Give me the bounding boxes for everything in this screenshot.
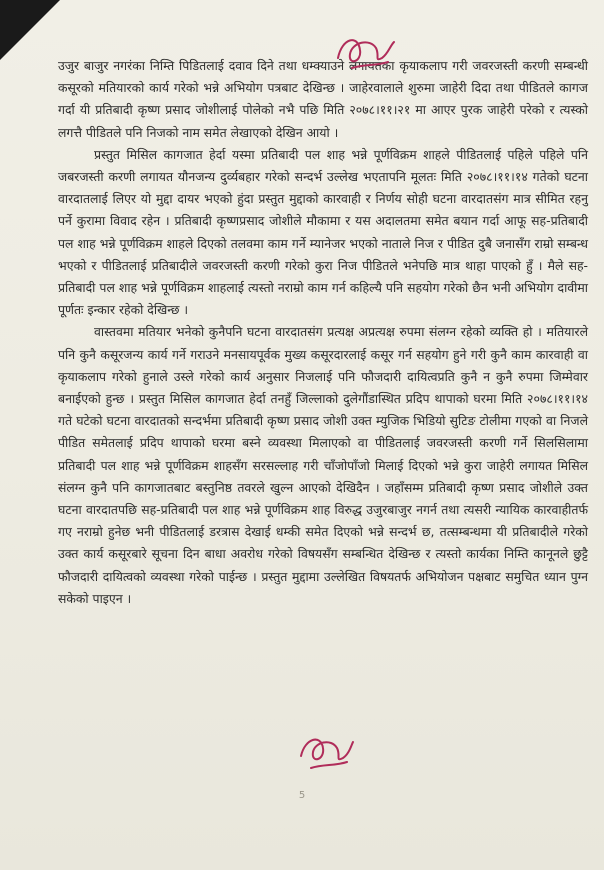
signature-icon bbox=[330, 28, 400, 76]
paragraph-2: प्रस्तुत मिसिल कागजात हेर्दा यस्मा प्रतिबादी पल शाह भन्ने पूर्णविक्रम शाहले पीडितलाई पहिले पहिले पनि जबरजस्ती करणी लगायत यौनजन्य दुर्व्यबहार गरेको सन्दर्भ उल्लेख भएतापनि मूलतः मिति २०७८।११।१४ गतेको घटना वारदातलाई लिएर यो मुद्दा दायर भएको हुंदा प्रस्तुत मुद्दाको कारवाही र निर्णय सोही घटना वारदातसंग मात्र सीमित रहनु पर्ने कुरामा विवाद रहेन । प्रतिबादी कृष्णप्रसाद जोशीले मौकामा र यस अदालतमा समेत बयान गर्दा आफू सह-प्रतिबादी पल शाह भन्ने पूर्णविक्रम शाहले दिएको तलवमा काम गर्ने म्यानेजर भएको नाताले निज र पीडित दुबै जनासँग राम्रो सम्बन्ध भएको र पीडितलाई प्रतिबादीले जवरजस्ती करणी गरेको कुरा निज पीडितले भनेपछि मात्र थाहा पाएको हुँ । मैले सह-प्रतिबादी पल शाह भन्ने पूर्णविक्रम शाहलाई त्यस्तो नराम्रो काम गर्न कहिल्यै पनि सहयोग गरेको छैन भनी अभियोग दावीमा पूर्णतः इन्कार रहेको देखिन्छ । bbox=[58, 146, 588, 318]
paragraph-3: वास्तवमा मतियार भनेको कुनैपनि घटना वारदातसंग प्रत्यक्ष अप्रत्यक्ष रुपमा संलग्न रहेको व्यक्ति हो । मतियारले पनि कुनै कसूरजन्य कार्य गर्ने गराउने मनसायपूर्वक मुख्य कसूरदारलाई कसूर गर्न सहयोग हुने गरी कुनै काम कारवाही वा कृयाकलाप गरेको हुनाले उस्ले गरेको कार्य अनुसार निजलाई पनि फौजदारी दायित्वप्रति कुनै न कुनै रुपमा जिम्मेवार बनाईएको हुन्छ । प्रस्तुत मिसिल कागजात हेर्दा तनहुँ जिल्लाको दुलेगौंडास्थित प्रदिप थापाको घरमा मिति २०७८।११।१४ गते घटेको घटना वारदातको सन्दर्भमा प्रतिबादी कृष्ण प्रसाद जोशी उक्त म्युजिक भिडियो सुटिङ टोलीमा गएको वा निजले पीडित समेतलाई प्रदिप थापाको घरमा बस्ने व्यवस्था मिलाएको वा पीडितलाई जवरजस्ती करणी गर्ने सिलसिलामा प्रतिबादी पल शाह भन्ने पूर्णविक्रम शाहसँग सरसल्लाह गरी चाँजोपाँजो मिलाई दिएको भन्ने कुरा जाहेरी लगायत मिसिल संलग्न कुनै पनि कागजातबाट बस्तुनिष्ठ तवरले खुल्न आएको देखिदैन । जहाँसम्म प्रतिबादी कृष्ण प्रसाद जोशीले उक्त घटना वारदातपछि सह-प्रतिबादी पल शाह भन्ने पूर्णविक्रम शाह विरुद्ध उजुरबाजुर नगर्न तथा त्यसरी न्यायिक कारवाहीतर्फ गए नराम्रो हुनेछ भनी पीडितलाई डरत्रास देखाई धम्की समेत दिएको भन्ने सन्दर्भ छ, तत्सम्बन्धमा यी प्रतिबादीले गरेको उक्त कार्य कसूरबारे सूचना दिन बाधा अवरोध गरेको विषयसँग सम्बन्धित देखिन्छ र त्यस्तो कार्यका निम्ति कानूनले छुट्टै फौजदारी दायित्वको व्यवस्था गरेको पाईन्छ । प्रस्तुत मुद्दामा उल्लेखित विषयतर्फ अभियोजन पक्षबाट समुचित ध्यान पुग्न सकेको पाइएन । bbox=[58, 324, 588, 606]
paragraph-1: उजुर बाजुर नगरंका निम्ति पिडितलाई दवाव दिने तथा धम्क्याउने लगायतका कृयाकलाप गरी जवरजस्ती करणी सम्बन्धी कसूरको मतियारको कार्य गरेको भन्ने अभियोग पत्रबाट देखिन्छ । जाहेरवालाले शुरुमा जाहेरी दिदा तथा पीडितले कागज गर्दा यी प्रतिबादी कृष्ण प्रसाद जोशीलाई पोलेको नभै पछि मिति २०७८।११।२१ मा आएर पुरक जाहेरी परेको र त्यस्को लगत्तै पीडितले पनि निजको नाम समेत लेखाएको देखिन आयो । bbox=[58, 58, 588, 140]
page-number: 5 bbox=[298, 790, 306, 801]
signature-icon bbox=[295, 730, 355, 774]
document-body bbox=[58, 55, 588, 610]
page-corner-shadow bbox=[0, 0, 60, 60]
